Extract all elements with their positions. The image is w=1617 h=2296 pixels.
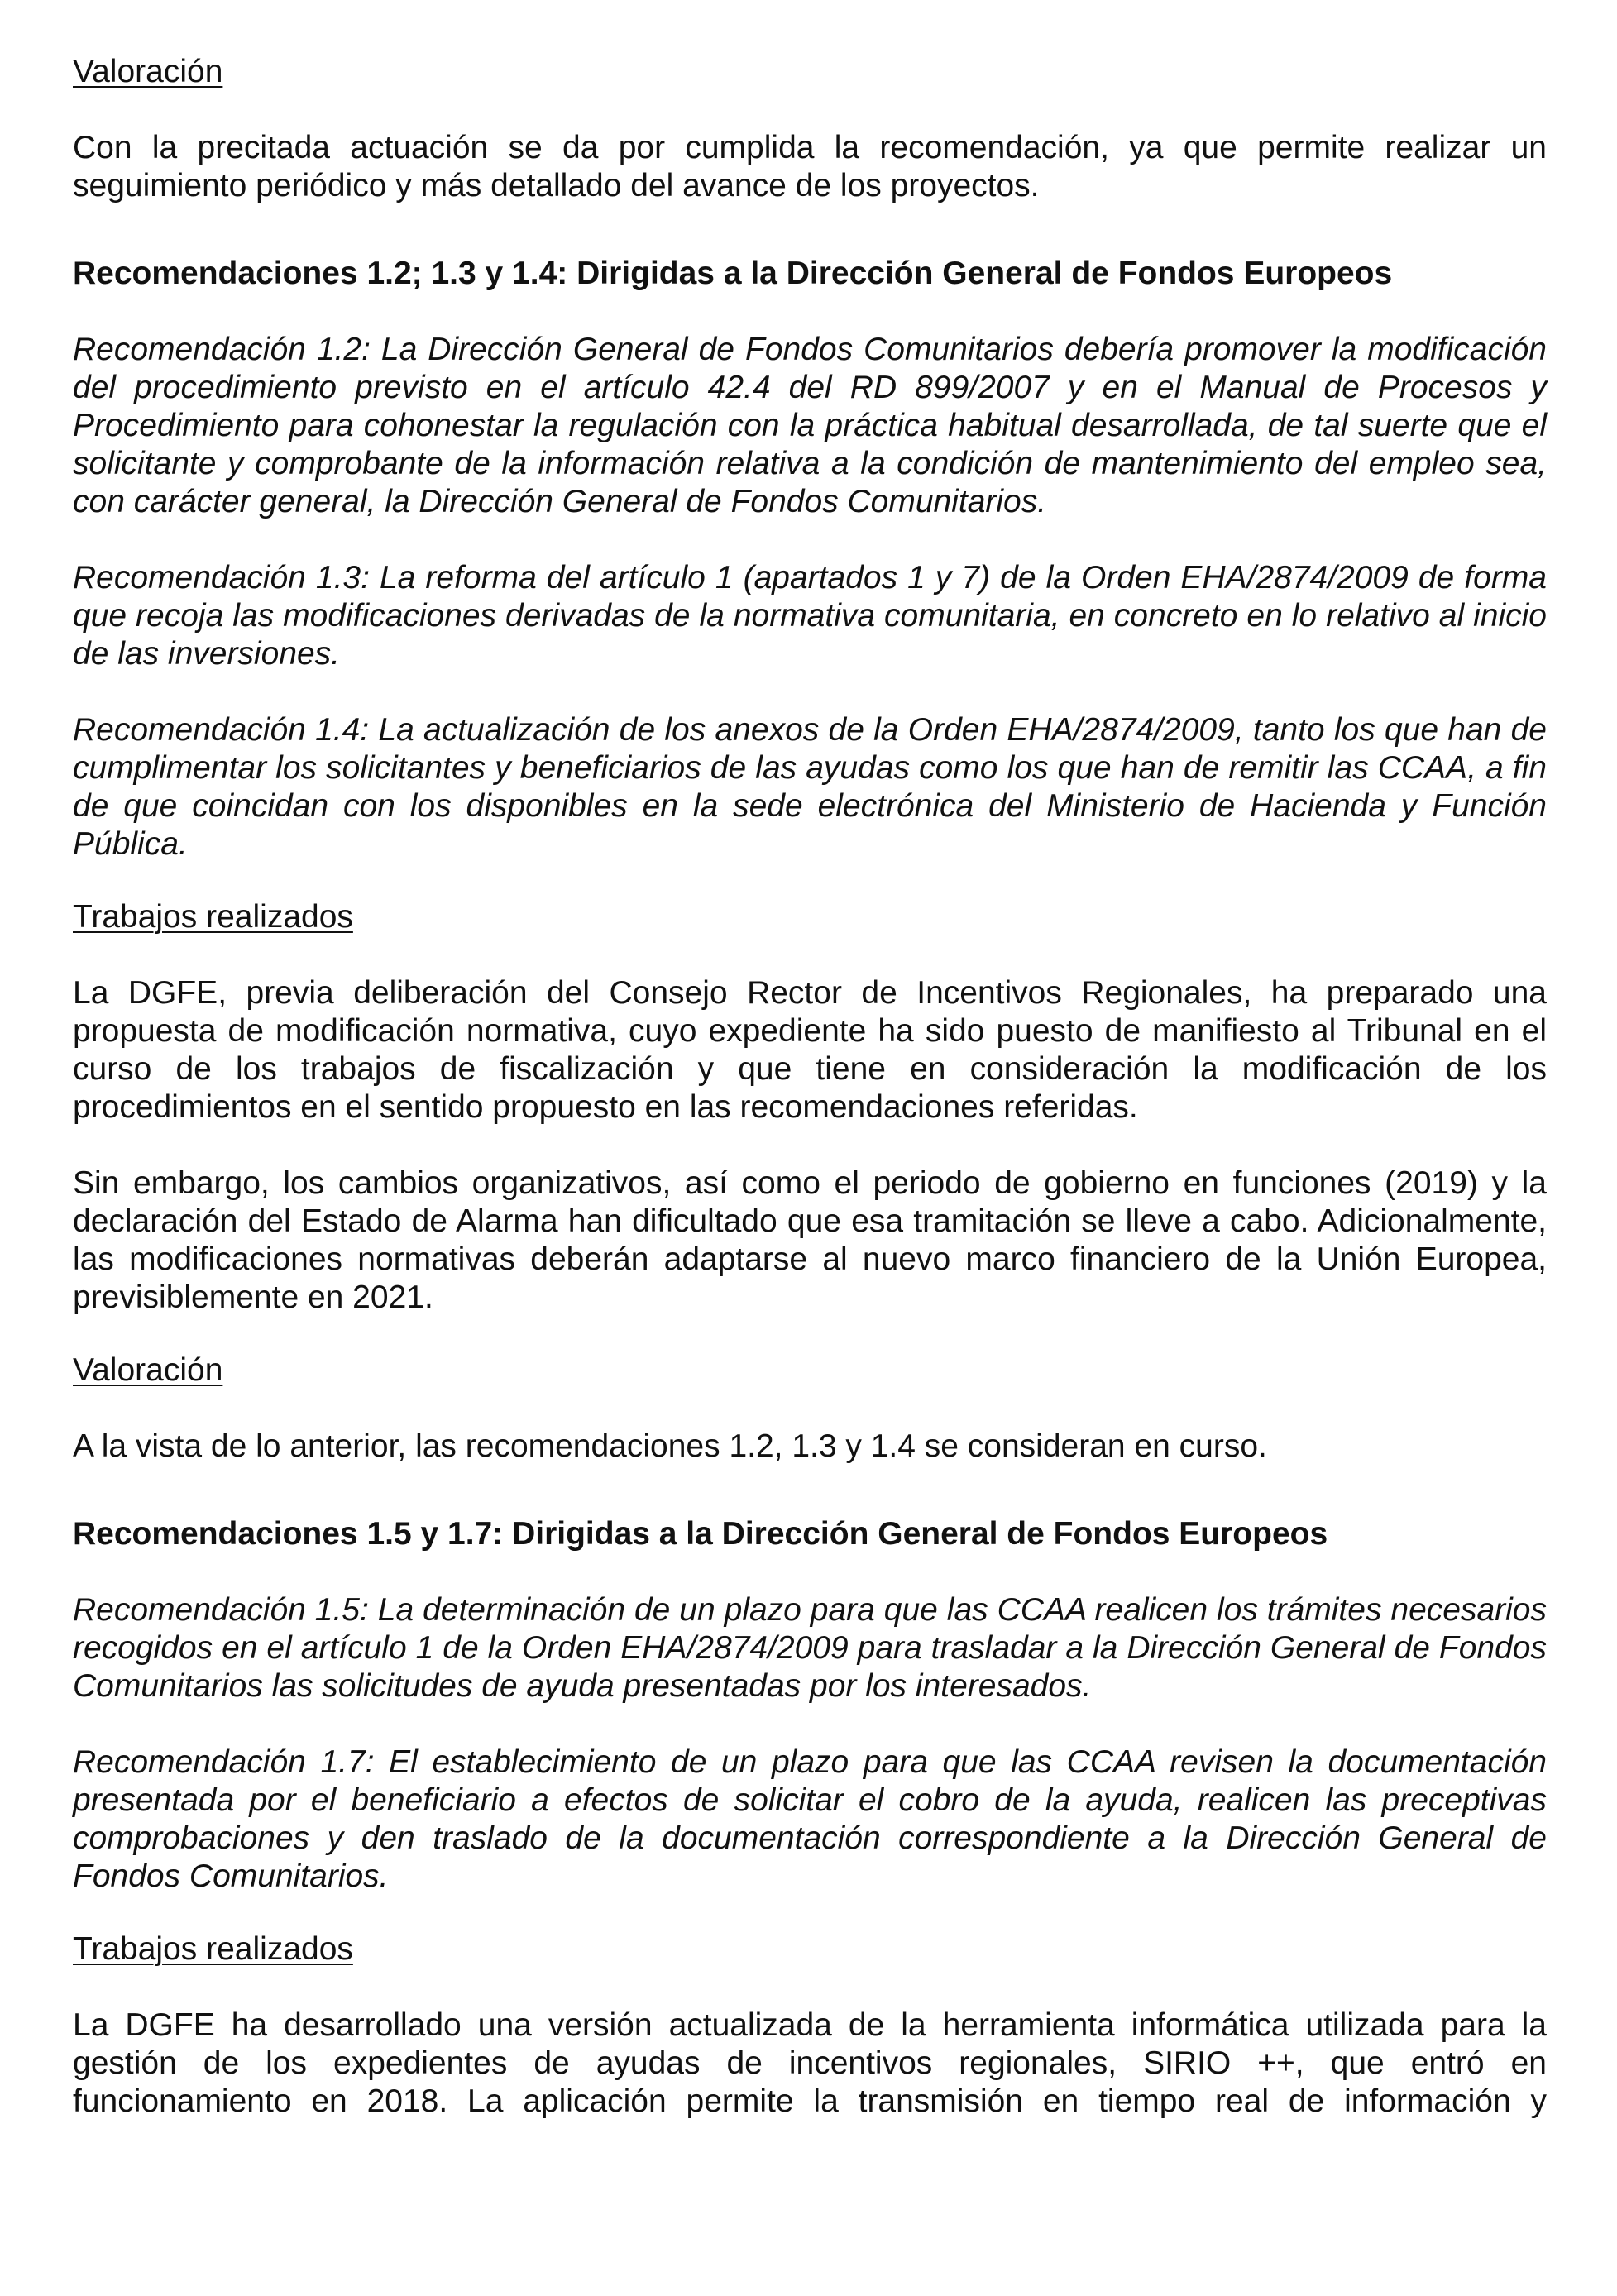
recommendation-1-7: Recomendación 1.7: El establecimiento de un plazo para que las CCAA revisen la documentación presentada por el beneficiario a efectos de solicitar el cobro de la ayuda, realicen las preceptivas comprobaciones y den traslado de la documentación correspondiente a la Dirección General de Fondos Comunitarios.: [73, 1744, 1547, 1894]
section-heading-valoracion-2: Valoración: [73, 1352, 223, 1388]
paragraph-valoracion: Con la precitada actuación se da por cumplida la recomendación, ya que permite realizar un seguimiento periódico y más detallado del avance de los proyectos.: [73, 130, 1547, 203]
recommendation-1-3: Recomendación 1.3: La reforma del artículo 1 (apartados 1 y 7) de la Orden EHA/2874/2009 de forma que recoja las modificaciones derivadas de la normativa comunitaria, en concreto en lo relativo al inicio de las inversiones.: [73, 560, 1547, 672]
recommendation-1-5: Recomendación 1.5: La determinación de un plazo para que las CCAA realicen los trámites necesarios recogidos en el artículo 1 de la Orden EHA/2874/2009 para trasladar a la Dirección General de Fondos Comunitarios las solicitudes de ayuda presentadas por los interesados.: [73, 1592, 1547, 1704]
document-page: [73, 53, 1547, 2121]
section-title-recomendaciones-1-5-1-7: Recomendaciones 1.5 y 1.7: Dirigidas a la Dirección General de Fondos Europeos: [73, 1516, 1328, 1552]
section-title-recomendaciones-1-2-1-3-1-4: Recomendaciones 1.2; 1.3 y 1.4: Dirigidas a la Dirección General de Fondos Europeos: [73, 256, 1393, 291]
section-heading-valoracion: Valoración: [73, 54, 223, 89]
paragraph-valoracion-2: A la vista de lo anterior, las recomendaciones 1.2, 1.3 y 1.4 se consideran en curso.: [73, 1428, 1267, 1464]
section-heading-trabajos-realizados-2: Trabajos realizados: [73, 1931, 353, 1967]
recommendation-1-2: Recomendación 1.2: La Dirección General de Fondos Comunitarios debería promover la modificación del procedimiento previsto en el artículo 42.4 del RD 899/2007 y en el Manual de Procesos y Procedimiento para cohonestar la regulación con la práctica habitual desarrollada, de tal suerte que el solicitante y comprobante de la información relativa a la condición de mantenimiento del empleo sea, con carácter general, la Dirección General de Fondos Comunitarios.: [73, 332, 1547, 519]
paragraph-trabajos-2: Sin embargo, los cambios organizativos, así como el periodo de gobierno en funciones (2019) y la declaración del Estado de Alarma han dificultado que esa tramitación se lleve a cabo. Adicionalmente, las modificaciones normativas deberán adaptarse al nuevo marco financiero de la Unión Europea, previsiblemente en 2021.: [73, 1165, 1547, 1315]
section-heading-trabajos-realizados: Trabajos realizados: [73, 899, 353, 935]
recommendation-1-4: Recomendación 1.4: La actualización de los anexos de la Orden EHA/2874/2009, tanto los que han de cumplimentar los solicitantes y beneficiarios de las ayudas como los que han de remitir las CCAA, a fin de que coincidan con los disponibles en la sede electrónica del Ministerio de Hacienda y Función Pública.: [73, 712, 1547, 862]
paragraph-trabajos-1: La DGFE, previa deliberación del Consejo Rector de Incentivos Regionales, ha preparado una propuesta de modificación normativa, cuyo expediente ha sido puesto de manifiesto al Tribunal en el curso de los trabajos de fiscalización y que tiene en consideración la modificación de los procedimientos en el sentido propuesto en las recomendaciones referidas.: [73, 975, 1547, 1125]
paragraph-trabajos-3: La DGFE ha desarrollado una versión actualizada de la herramienta informática utilizada para la gestión de los expedientes de ayudas de incentivos regionales, SIRIO ++, que entró en funcionamiento en 2018. La aplicación permite la transmisión en tiempo real de información y: [73, 2007, 1547, 2119]
